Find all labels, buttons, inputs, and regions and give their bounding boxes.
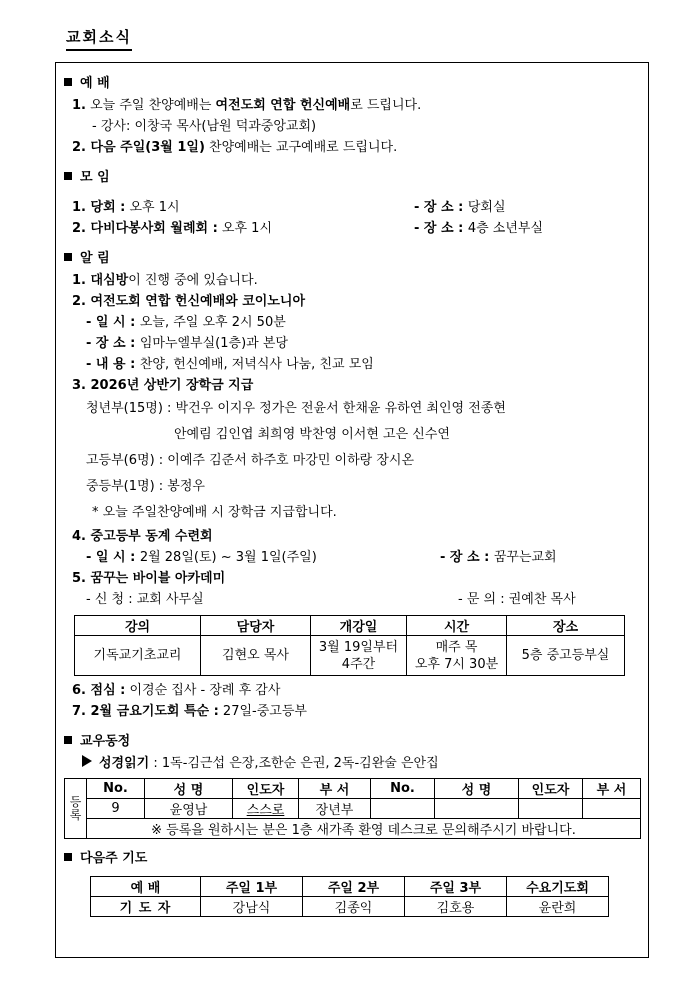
item-number: 3.: [72, 378, 86, 393]
item-number: 1.: [72, 98, 86, 113]
place-label: - 장 소 :: [440, 550, 494, 565]
item-number: 2.: [72, 140, 86, 155]
registration-note: ※ 등록을 원하시는 분은 1층 새가족 환영 데스크로 문의해주시기 바랍니다.: [87, 819, 641, 839]
notice-item-4: [64, 526, 640, 547]
meeting-item2-place: [414, 218, 543, 239]
nw-header-wednesday: 수요기도회: [507, 877, 609, 897]
meeting-item2-left: [72, 218, 414, 239]
registration-table: [64, 778, 641, 839]
reg-name-1: 윤영남: [145, 799, 233, 819]
side-label-char2: 록: [69, 807, 82, 822]
notice-item2-what: [64, 354, 640, 375]
reg-dept-2: [583, 799, 641, 819]
reg-header-name-2: 성 명: [435, 779, 519, 799]
when-label: - 일 시 :: [86, 550, 140, 565]
nw-header-service1: 주일 1부: [201, 877, 303, 897]
notice-item-6: [64, 680, 640, 701]
academy-time: [407, 636, 507, 676]
notice-item-2: [64, 291, 640, 312]
reg-header-dept-1: 부 서: [299, 779, 371, 799]
notice-item4-bold: 중고등부 동계 수련회: [85, 529, 213, 544]
square-bullet-icon: [64, 253, 72, 261]
worship-item-2: [64, 137, 640, 158]
notice-heading-label: 알 림: [80, 251, 110, 266]
registration-note-row: [65, 819, 641, 839]
academy-open-line1: 3월 19일부터: [318, 639, 399, 655]
academy-header-teacher: 담당자: [201, 616, 311, 636]
worship-item1-pre: 오늘 주일 찬양예배는: [85, 98, 216, 113]
worship-item1-bold: 여전도회 연합 헌신예배: [215, 98, 351, 113]
reg-name-2: [435, 799, 519, 819]
worship-item2-bold: 다음 주일(3월 1일): [85, 140, 205, 155]
meeting-item-1: [64, 197, 640, 218]
academy-time-line1: 매주 목: [435, 639, 478, 655]
notice-item5-apply: [64, 589, 640, 610]
reg-guide-1: 스스로: [233, 799, 299, 819]
notice-item1-bold: 대심방: [85, 273, 129, 288]
reg-dept-1: 장년부: [299, 799, 371, 819]
notice-item-1: [64, 270, 640, 291]
section-meeting-heading: [64, 167, 640, 189]
page-title: 교회소식: [66, 26, 132, 51]
worship-heading-label: 예 배: [80, 76, 110, 91]
reg-header-guide-2: 인도자: [519, 779, 583, 799]
contact-value: 권예찬 목사: [508, 592, 576, 607]
scholarship-high: 고등부(6명) : 이예주 김준서 하주호 마강민 이하랑 장시온: [86, 453, 414, 468]
reg-header-no-2: No.: [371, 779, 435, 799]
academy-open-line2: 4주간: [341, 656, 376, 672]
notice-item4-when: [64, 547, 640, 568]
nw-header-worship: 예 배: [91, 877, 201, 897]
meeting-item2-time: 오후 1시: [217, 221, 273, 236]
item-number: 5.: [72, 571, 86, 586]
academy-place: 5층 중고등부실: [507, 636, 625, 676]
place-label: - 장 소 :: [414, 221, 468, 236]
scholarship-note: * 오늘 주일찬양예배 시 장학금 지급합니다.: [92, 505, 337, 520]
nextweek-header-row: [91, 877, 609, 897]
reg-header-guide-1: 인도자: [233, 779, 299, 799]
academy-header-place: 장소: [507, 616, 625, 636]
square-bullet-icon: [64, 172, 72, 180]
item-number: 1.: [72, 273, 86, 288]
nw-row-label: 기 도 자: [91, 897, 201, 917]
section-fellowship-heading: [64, 731, 640, 753]
place-label: - 장 소 :: [414, 200, 468, 215]
academy-header-time: 시간: [407, 616, 507, 636]
academy-contact: [458, 589, 576, 610]
what-value: 찬양, 헌신예배, 저녁식사 나눔, 친교 모임: [139, 357, 374, 372]
meeting-item1-place: [414, 197, 506, 218]
academy-header-course: 강의: [75, 616, 201, 636]
when-value: 오늘, 주일 오후 2시 50분: [139, 315, 286, 330]
friday-prayer-value: 27일-중고등부: [218, 704, 307, 719]
bible-reading-value: 1독-김근섭 은장,조한순 은권, 2독-김완술 은안집: [161, 756, 439, 771]
reg-header-name-1: 성 명: [145, 779, 233, 799]
scholarship-youth-line1: 청년부(15명) : 박건우 이지우 정가은 전윤서 한채윤 유하연 최인영 전종현: [86, 401, 506, 416]
academy-apply: [86, 589, 458, 610]
contact-label: - 문 의 :: [458, 592, 509, 607]
scholarship-middle: 중등부(1명) : 봉정우: [86, 479, 205, 494]
notice-item5-bold: 꿈꾸는 바이블 아카데미: [85, 571, 226, 586]
academy-open: [311, 636, 407, 676]
bible-reading-sep: :: [149, 756, 162, 771]
section-worship-heading: [64, 73, 640, 95]
meeting-item2-bold: 다비다봉사회 월례회 :: [85, 221, 218, 236]
notice-item-5: [64, 568, 640, 589]
side-label-char1: 등: [69, 794, 82, 809]
reg-no-1: 9: [87, 799, 145, 819]
bible-reading-label: 성경읽기: [99, 756, 150, 771]
nextweek-prayer-table: [90, 876, 609, 917]
nextweek-data-row: [91, 897, 609, 917]
notice-item2-bold: 여전도회 연합 헌신예배와 코이노니아: [85, 294, 306, 309]
item-number: 7.: [72, 704, 86, 719]
nw-header-service3: 주일 3부: [405, 877, 507, 897]
reg-header-no-1: No.: [87, 779, 145, 799]
academy-teacher: 김현오 목사: [201, 636, 311, 676]
academy-header-open: 개강일: [311, 616, 407, 636]
nw-prayer-3: 김호용: [405, 897, 507, 917]
registration-side-label: [65, 779, 87, 839]
item-number: 1.: [72, 200, 86, 215]
registration-header-row: [65, 779, 641, 799]
item-number: 4.: [72, 529, 86, 544]
notice-item2-when: [64, 312, 640, 333]
square-bullet-icon: [64, 853, 72, 861]
notice-item-3: [64, 375, 640, 396]
academy-schedule-table: [74, 615, 625, 676]
title-area: [0, 0, 690, 46]
where-value: 임마누엘부실(1층)과 본당: [139, 336, 288, 351]
retreat-when: [86, 547, 440, 568]
nw-prayer-4: 윤란희: [507, 897, 609, 917]
where-label: - 장 소 :: [86, 336, 140, 351]
worship-item-1: [64, 95, 640, 116]
fellowship-heading-label: 교우동정: [80, 734, 131, 749]
place-value: 4층 소년부실: [467, 221, 544, 236]
bible-reading-line: [64, 753, 640, 774]
what-label: - 내 용 :: [86, 357, 140, 372]
nw-prayer-2: 김종익: [303, 897, 405, 917]
reg-no-2: [371, 799, 435, 819]
place-value: 당회실: [467, 200, 506, 215]
retreat-place: [440, 547, 557, 568]
when-value: 2월 28일(토) ~ 3월 1일(주일): [139, 550, 317, 565]
notice-item2-where: [64, 333, 640, 354]
arrow-right-icon: [82, 755, 92, 767]
square-bullet-icon: [64, 736, 72, 744]
academy-time-line2: 오후 7시 30분: [414, 656, 499, 672]
notice-item-7: [64, 701, 640, 722]
section-nextweek-heading: [64, 848, 640, 870]
meeting-item1-left: [72, 197, 414, 218]
scholarship-youth-line2: 안예림 김인엽 최희영 박찬영 이서현 고은 신수연: [174, 427, 450, 442]
meeting-item1-time: 오후 1시: [125, 200, 180, 215]
notice-item3-bold: 2026년 상반기 장학금 지급: [85, 378, 254, 393]
lunch-label: 점심 :: [85, 683, 126, 698]
meeting-heading-label: 모 임: [80, 170, 110, 185]
nextweek-heading-label: 다음주 기도: [80, 851, 148, 866]
reg-guide-2: [519, 799, 583, 819]
notice-item1-post: 이 진행 중에 있습니다.: [128, 273, 258, 288]
when-label: - 일 시 :: [86, 315, 140, 330]
worship-item2-post: 찬양예배는 교구예배로 드립니다.: [204, 140, 398, 155]
apply-value: 교회 사무실: [136, 592, 204, 607]
item-number: 2.: [72, 294, 86, 309]
lunch-value: 이경순 집사 - 장례 후 감사: [125, 683, 281, 698]
academy-header-row: [75, 616, 625, 636]
academy-data-row: [75, 636, 625, 676]
academy-course: 기독교기초교리: [75, 636, 201, 676]
meeting-item1-bold: 당회 :: [85, 200, 126, 215]
registration-data-row: [65, 799, 641, 819]
apply-label: - 신 청 :: [86, 592, 137, 607]
item-number: 2.: [72, 221, 86, 236]
nw-prayer-1: 강남식: [201, 897, 303, 917]
place-value: 꿈꾸는교회: [493, 550, 557, 565]
section-notice-heading: [64, 248, 640, 270]
item-number: 6.: [72, 683, 86, 698]
meeting-item-2: [64, 218, 640, 239]
square-bullet-icon: [64, 78, 72, 86]
worship-item1-post: 로 드립니다.: [350, 98, 422, 113]
worship-item-1-sub: - 강사: 이창국 목사(남원 덕과중앙교회): [92, 119, 317, 134]
friday-prayer-label: 2월 금요기도회 특순 :: [85, 704, 219, 719]
nw-header-service2: 주일 2부: [303, 877, 405, 897]
bulletin-box: [55, 62, 649, 958]
reg-header-dept-2: 부 서: [583, 779, 641, 799]
